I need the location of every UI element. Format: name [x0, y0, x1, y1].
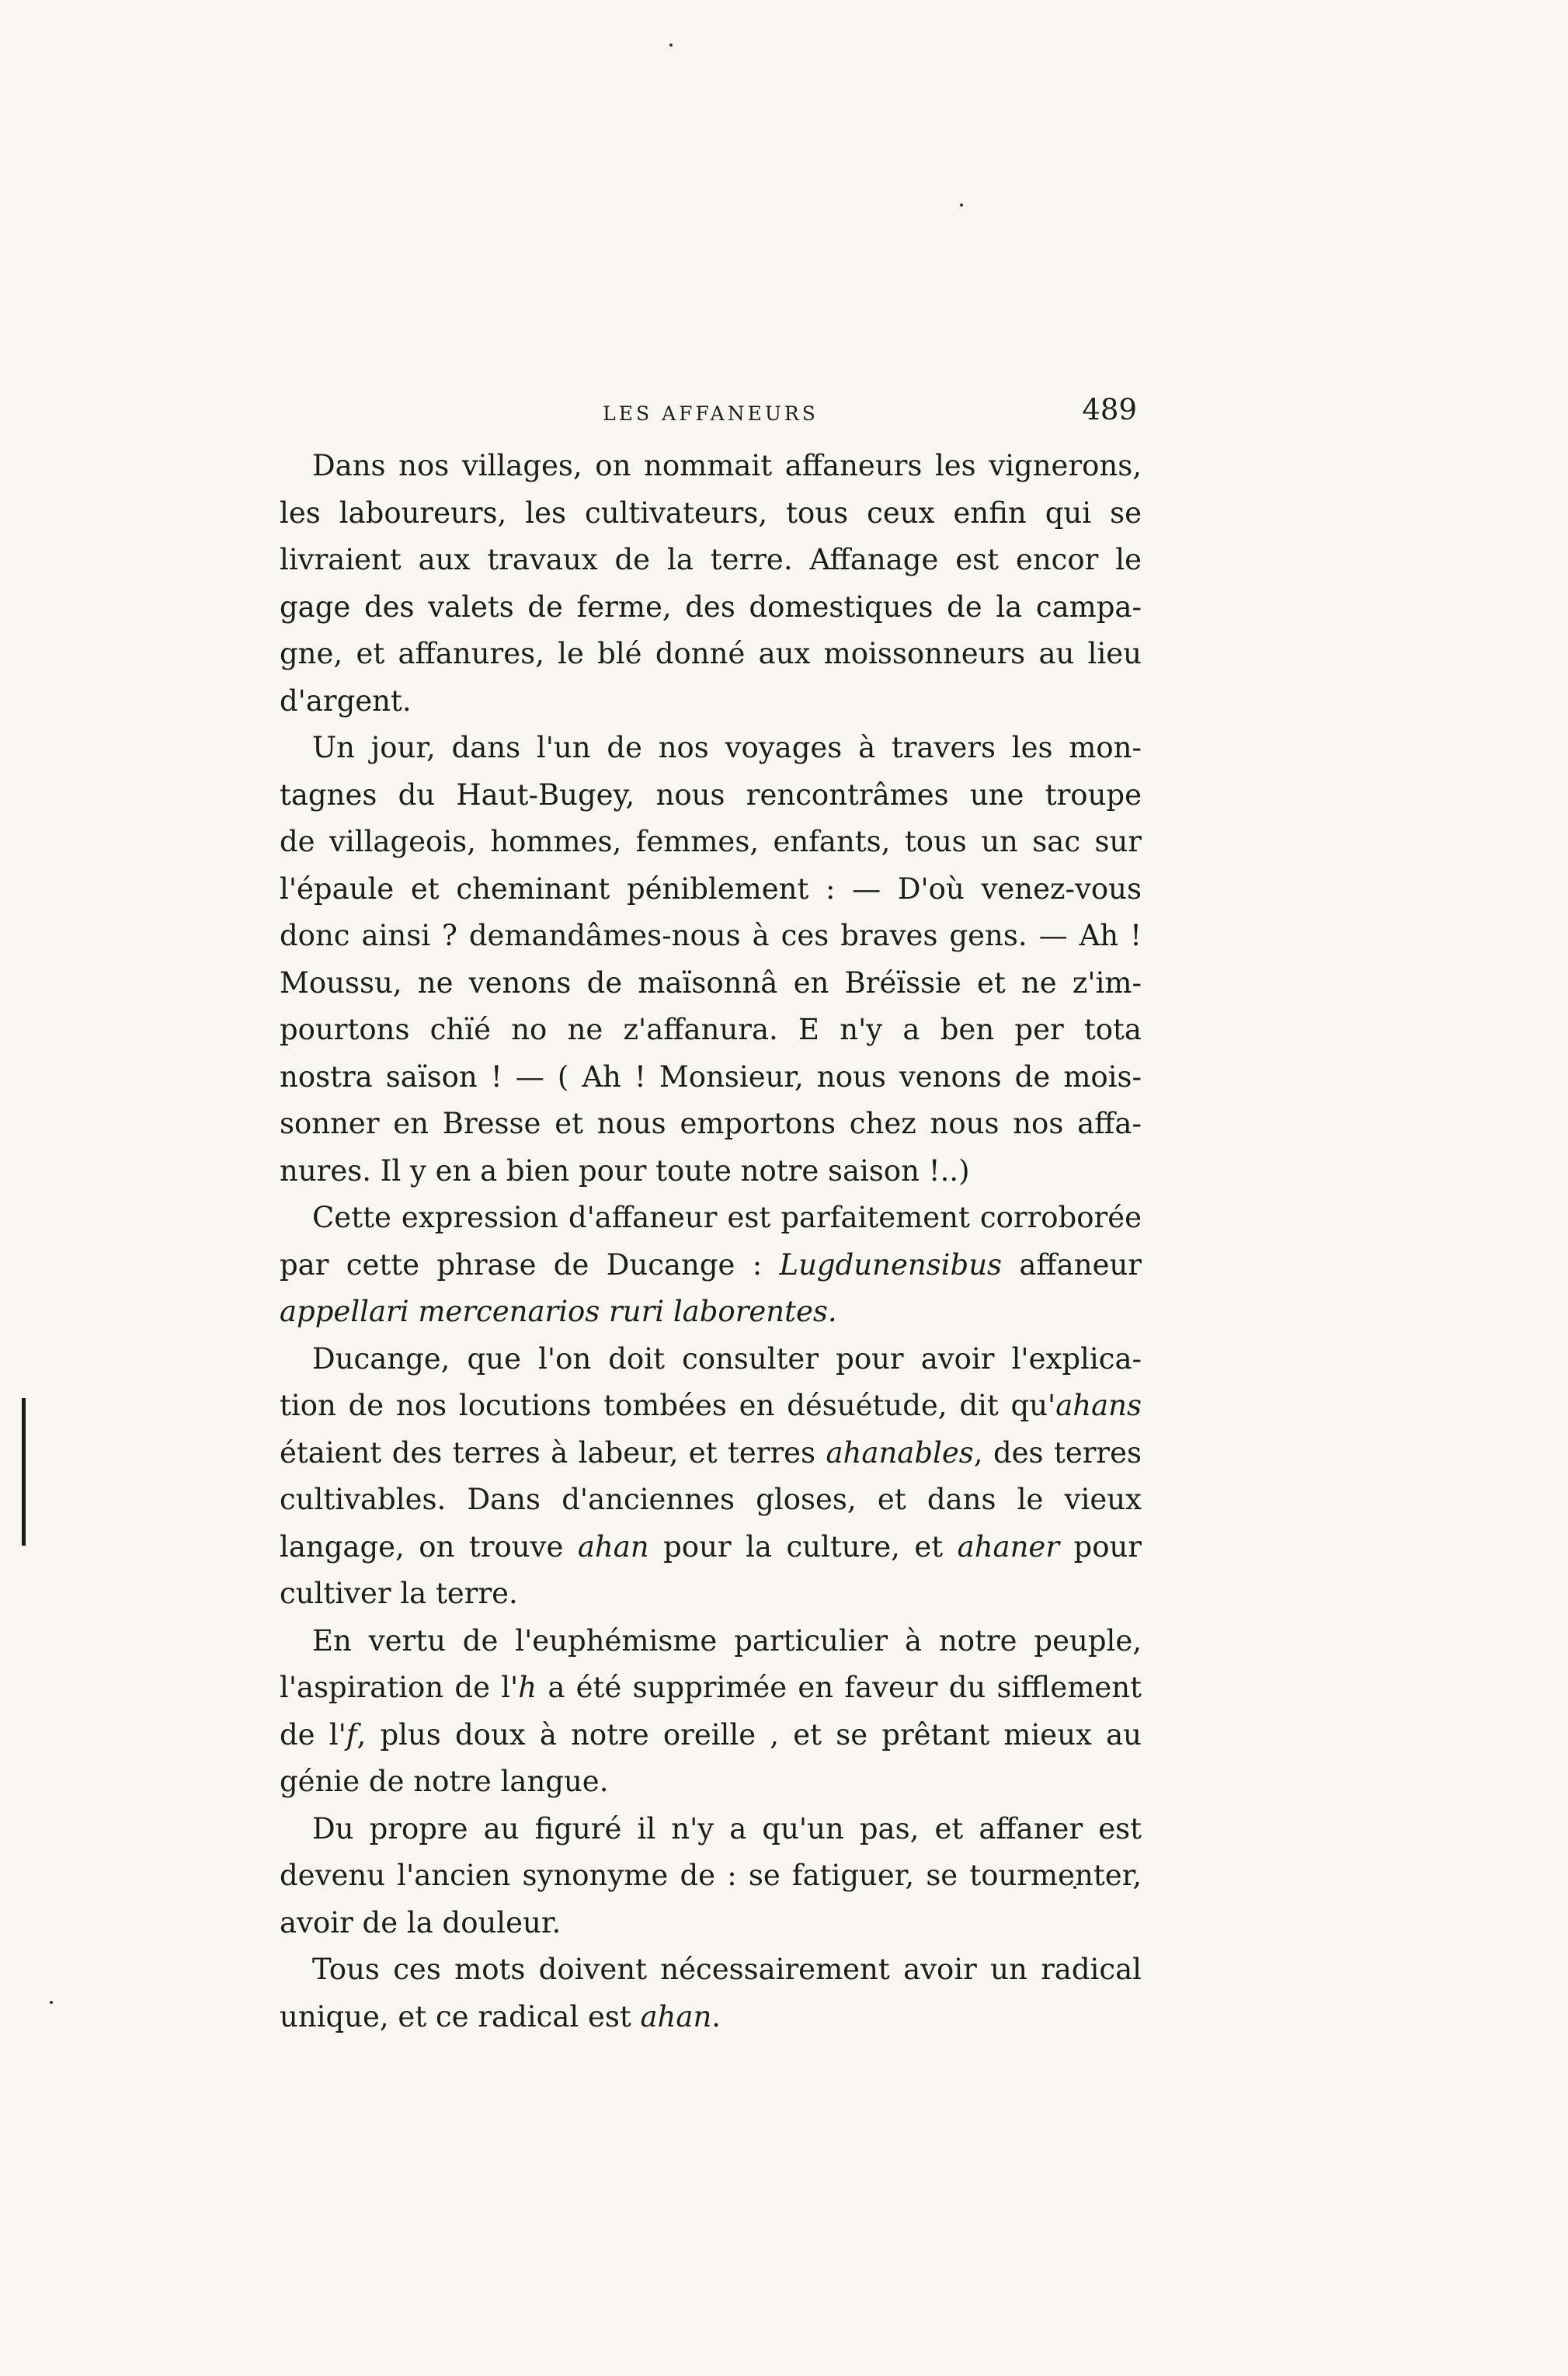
text-line: donc ainsi ? demandâmes-nous à ces braves gens. — Ah ! — [280, 919, 1142, 952]
text-run: cultiver la terre. — [280, 1577, 518, 1610]
paragraph-6 — [280, 1806, 1142, 1947]
italic-term: f — [346, 1717, 357, 1752]
text-line — [280, 1524, 1142, 1571]
text-line: d'argent. — [280, 684, 412, 718]
running-title: LES AFFANEURS — [603, 402, 819, 425]
text-line: l'épaule et cheminant péniblement : — D'où venez-vous — [280, 871, 1142, 906]
text-run: de l' — [280, 1717, 346, 1752]
text-line: livraient aux travaux de la terre. Affanage est encor le — [280, 543, 1142, 576]
text-run: l'aspiration de l' — [280, 1671, 519, 1704]
text-run: a été supprimée en faveur du sifflement — [537, 1671, 1142, 1704]
text-run: unique, et ce radical est — [280, 1999, 641, 2033]
text-block — [280, 388, 1142, 2040]
italic-term: ahaner — [957, 1529, 1060, 1564]
margin-scan-mark — [22, 1398, 26, 1546]
text-run: En vertu de l'euphémisme particulier à notre peuple, — [312, 1623, 1142, 1658]
text-line — [280, 1712, 1142, 1759]
text-run: pour la culture, et — [648, 1529, 958, 1564]
text-line — [280, 1430, 1142, 1477]
italic-term: h — [518, 1671, 537, 1704]
italic-term: ahanables — [826, 1435, 974, 1470]
text-line — [280, 1665, 1142, 1712]
italic-term: appellari mercenarios ruri laborentes. — [280, 1295, 837, 1328]
text-line: Moussu, ne venons de maïsonnâ en Bréïssie et ne z'im- — [280, 965, 1142, 1000]
text-line: sonner en Bresse et nous emportons chez nous nos affa- — [280, 1107, 1142, 1140]
text-run: Tous ces mots doivent nécessairement avoir un radical — [312, 1953, 1142, 1986]
text-run: pour — [1059, 1529, 1142, 1564]
text-run: par cette phrase de Ducange : — [280, 1247, 780, 1282]
text-line: gage des valets de ferme, des domestiques de la campa- — [280, 590, 1142, 624]
text-line — [280, 1759, 1142, 1806]
text-line — [280, 1946, 1142, 1994]
text-line: de villageois, hommes, femmes, enfants, tous un sac sur — [280, 825, 1142, 858]
italic-term: ahans — [1055, 1389, 1142, 1422]
text-line: Dans nos villages, on nommait affaneurs les vignerons, — [312, 449, 1142, 482]
text-line — [280, 1195, 1142, 1242]
text-line — [280, 1900, 1142, 1947]
scan-speck — [669, 43, 673, 47]
text-line — [280, 1571, 1142, 1618]
italic-term: ahan — [577, 1529, 649, 1564]
paragraph-2 — [280, 725, 1142, 1195]
text-run: . — [711, 1999, 721, 2033]
scan-speck — [960, 204, 963, 207]
paragraph-1 — [280, 443, 1142, 725]
text-line — [280, 1994, 1142, 2041]
text-line — [280, 1336, 1142, 1383]
text-line: nures. Il y en a bien pour toute notre saison !..) — [280, 1153, 970, 1188]
running-head — [280, 388, 1142, 435]
page-number: 489 — [1082, 393, 1137, 426]
paragraph-3 — [280, 1195, 1142, 1336]
text-line: nostra saïson ! — ( Ah ! Monsieur, nous venons de mois- — [280, 1059, 1142, 1094]
text-run: Du propre au figuré il n'y a qu'un pas, et affaner est — [312, 1811, 1142, 1845]
text-run: , des terres — [973, 1435, 1142, 1470]
text-run: cultivables. Dans d'anciennes gloses, et dans le vieux — [280, 1483, 1142, 1516]
text-line — [280, 1242, 1142, 1289]
text-line: tagnes du Haut-Bugey, nous rencontrâmes une troupe — [280, 778, 1142, 812]
text-line — [280, 1618, 1142, 1665]
text-run: génie de notre langue. — [280, 1765, 609, 1798]
text-line: les laboureurs, les cultivateurs, tous ceux enfin qui se — [280, 496, 1142, 530]
text-run: Ducange, que l'on doit consulter pour avoir l'explica- — [312, 1341, 1142, 1376]
text-line — [280, 1477, 1142, 1524]
text-line: Un jour, dans l'un de nos voyages à travers les mon- — [312, 731, 1142, 764]
italic-term: ahan — [640, 1999, 712, 2033]
text-run: tion de nos locutions tombées en désuétude, dit qu' — [280, 1389, 1056, 1422]
text-line: pourtons chïé no ne z'affanura. E n'y a ben per tota — [280, 1013, 1142, 1046]
paragraph-5 — [280, 1618, 1142, 1806]
text-run: , plus doux à notre oreille , et se prêtant mieux au — [356, 1717, 1142, 1752]
text-run: langage, on trouve — [280, 1529, 578, 1564]
text-line — [280, 1806, 1142, 1853]
text-line — [280, 1289, 1142, 1336]
paragraph-4 — [280, 1336, 1142, 1618]
text-run: devenu l'ancien synonyme de : se fatiguer, se tourmenter, — [280, 1859, 1142, 1892]
text-run: Cette expression d'affaneur est parfaitement corroborée — [312, 1201, 1142, 1234]
italic-term: Lugdunensibus — [779, 1247, 1003, 1282]
text-run: avoir de la douleur. — [280, 1905, 561, 1939]
text-line: gne, et affanures, le blé donné aux moissonneurs au lieu — [280, 637, 1142, 670]
text-run: affaneur — [1002, 1247, 1142, 1282]
text-line — [280, 1383, 1142, 1430]
scan-speck — [50, 2001, 53, 2004]
text-line — [280, 1852, 1142, 1900]
text-run: étaient des terres à labeur, et terres — [280, 1435, 826, 1470]
paragraph-7 — [280, 1946, 1142, 2040]
